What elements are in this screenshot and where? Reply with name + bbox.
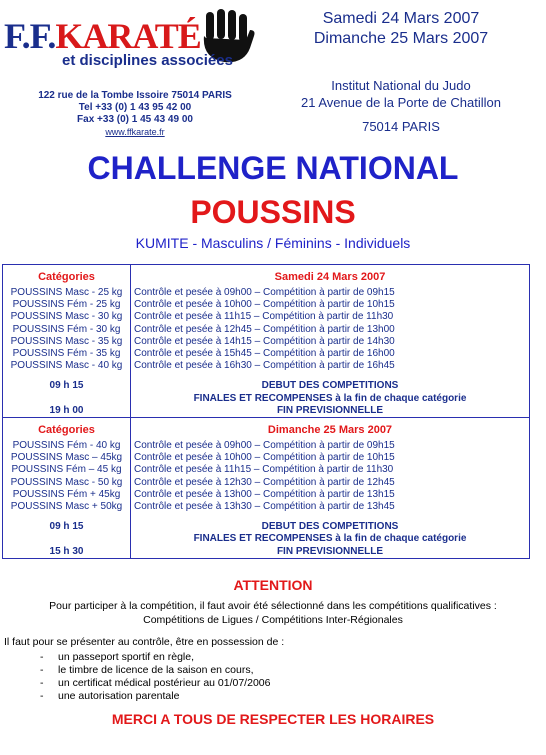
day1-categories-header: Catégories xyxy=(38,271,95,283)
requirement-item xyxy=(40,651,270,664)
day2-schedule-cell: Contrôle et pesée à 10h00 – Compétition à partir de 10h15 xyxy=(134,452,395,464)
day2-fin: FIN PREVISIONNELLE xyxy=(276,545,384,557)
dash-bullet: - xyxy=(40,690,44,702)
day2-block xyxy=(3,417,529,558)
federation-tel: Tel +33 (0) 1 43 95 42 00 xyxy=(78,102,192,113)
attention-heading: ATTENTION xyxy=(233,577,313,593)
day1-finales: FINALES ET RECOMPENSES à la fin de chaque catégorie xyxy=(193,392,467,404)
dash-bullet: - xyxy=(40,664,44,676)
day2-schedule-cell: Contrôle et pesée à 09h00 – Compétition à partir de 09h15 xyxy=(134,440,395,452)
day1-category-cell: POUSSINS Fém - 30 kg xyxy=(12,323,121,335)
event-date-2: Dimanche 25 Mars 2007 xyxy=(313,30,489,47)
page-title-category: POUSSINS xyxy=(190,194,356,230)
day1-schedule-cell: Contrôle et pesée à 10h00 – Compétition à partir de 10h15 xyxy=(134,299,395,311)
requirement-text: un passeport sportif en règle, xyxy=(58,651,194,663)
page-title: CHALLENGE NATIONAL xyxy=(87,150,459,186)
dash-bullet: - xyxy=(40,677,44,689)
day1-category-cell: POUSSINS Masc - 40 kg xyxy=(10,360,123,372)
requirement-text: une autorisation parentale xyxy=(58,690,180,702)
requirement-item xyxy=(40,664,270,677)
logo-subtitle: et disciplines associées xyxy=(62,52,233,69)
day2-category-cell: POUSSINS Masc – 45kg xyxy=(10,452,123,464)
requirements-intro: Il faut pour se présenter au contrôle, être en possession de : xyxy=(4,636,285,648)
day1-schedule-cell: Contrôle et pesée à 15h45 – Compétition à partir de 16h00 xyxy=(134,348,395,360)
day2-end-time: 15 h 30 xyxy=(49,545,84,557)
day1-category-cell: POUSSINS Masc - 25 kg xyxy=(10,287,123,298)
closing-message: MERCI A TOUS DE RESPECTER LES HORAIRES xyxy=(111,711,435,727)
day1-schedule-cell: Contrôle et pesée à 14h15 – Compétition à partir de 14h30 xyxy=(134,335,395,347)
day1-date-header: Samedi 24 Mars 2007 xyxy=(274,271,386,283)
website-link[interactable]: www.ffkarate.fr xyxy=(105,127,165,137)
venue-city: 75014 PARIS xyxy=(362,119,440,134)
day2-schedule-cell: Contrôle et pesée à 13h00 – Compétition à partir de 13h15 xyxy=(134,488,395,500)
federation-address: 122 rue de la Tombe Issoire 75014 PARIS xyxy=(38,90,232,101)
day2-schedule-cell: Contrôle et pesée à 13h30 – Compétition à partir de 13h45 xyxy=(134,501,395,513)
day2-finales: FINALES ET RECOMPENSES à la fin de chaque catégorie xyxy=(193,533,467,545)
day1-debut: DEBUT DES COMPETITIONS xyxy=(261,380,399,392)
day2-category-cell: POUSSINS Fém + 45kg xyxy=(12,488,121,500)
venue-street: 21 Avenue de la Porte de Chatillon xyxy=(301,95,501,110)
requirement-item xyxy=(40,677,270,690)
logo-ff: F.F. xyxy=(4,16,56,56)
day2-date-header: Dimanche 25 Mars 2007 xyxy=(267,424,393,437)
federation-fax: Fax +33 (0) 1 45 43 49 00 xyxy=(77,114,193,125)
page-subtitle: KUMITE - Masculins / Féminins - Individuels xyxy=(135,235,411,251)
event-date-1: Samedi 24 Mars 2007 xyxy=(322,10,480,27)
ffk-logo xyxy=(4,18,201,54)
day1-category-cell: POUSSINS Masc - 35 kg xyxy=(10,335,123,347)
day1-category-cell: POUSSINS Fém - 35 kg xyxy=(12,348,121,360)
requirement-text: un certificat médical postérieur au 01/07/2006 xyxy=(58,677,271,689)
requirement-item xyxy=(40,690,270,703)
dash-bullet: - xyxy=(40,651,44,663)
day2-category-cell: POUSSINS Masc - 50 kg xyxy=(10,476,123,488)
day1-category-cell: POUSSINS Fém - 25 kg xyxy=(12,299,121,311)
venue-name: Institut National du Judo xyxy=(331,78,471,93)
attention-competitions: Compétitions de Ligues / Compétitions Inter-Régionales xyxy=(143,614,403,626)
day1-schedule-cell: Contrôle et pesée à 12h45 – Compétition à partir de 13h00 xyxy=(134,323,395,335)
day2-category-cell: POUSSINS Fém - 40 kg xyxy=(12,440,121,452)
day1-schedule-cell: Contrôle et pesée à 09h00 – Compétition à partir de 09h15 xyxy=(134,287,395,298)
day2-schedule-cell: Contrôle et pesée à 12h30 – Compétition à partir de 12h45 xyxy=(134,476,395,488)
day1-schedule-cell: Contrôle et pesée à 11h15 – Compétition à partir de 11h30 xyxy=(134,311,394,323)
day2-start-time: 09 h 15 xyxy=(49,521,84,533)
day2-debut: DEBUT DES COMPETITIONS xyxy=(261,521,399,533)
day1-fin: FIN PREVISIONNELLE xyxy=(276,404,384,416)
day2-category-cell: POUSSINS Masc + 50kg xyxy=(10,501,123,513)
day2-category-cell: POUSSINS Fém – 45 kg xyxy=(11,464,122,476)
day2-categories-header: Catégories xyxy=(38,424,95,437)
day1-category-cell: POUSSINS Masc - 30 kg xyxy=(10,311,123,323)
requirements-list xyxy=(40,651,270,703)
schedule-table xyxy=(2,264,530,559)
attention-paragraph: Pour participer à la compétition, il faut avoir été sélectionné dans les compétitions qualificatives : xyxy=(49,600,497,612)
day1-end-time: 19 h 00 xyxy=(49,404,84,416)
day1-block xyxy=(3,265,529,417)
requirement-text: le timbre de licence de la saison en cours, xyxy=(58,664,254,676)
day2-schedule-cell: Contrôle et pesée à 11h15 – Compétition à partir de 11h30 xyxy=(134,464,394,476)
day1-start-time: 09 h 15 xyxy=(49,380,84,392)
logo-karate: KARATÉ xyxy=(55,16,201,56)
day1-schedule-cell: Contrôle et pesée à 16h30 – Compétition à partir de 16h45 xyxy=(134,360,395,372)
